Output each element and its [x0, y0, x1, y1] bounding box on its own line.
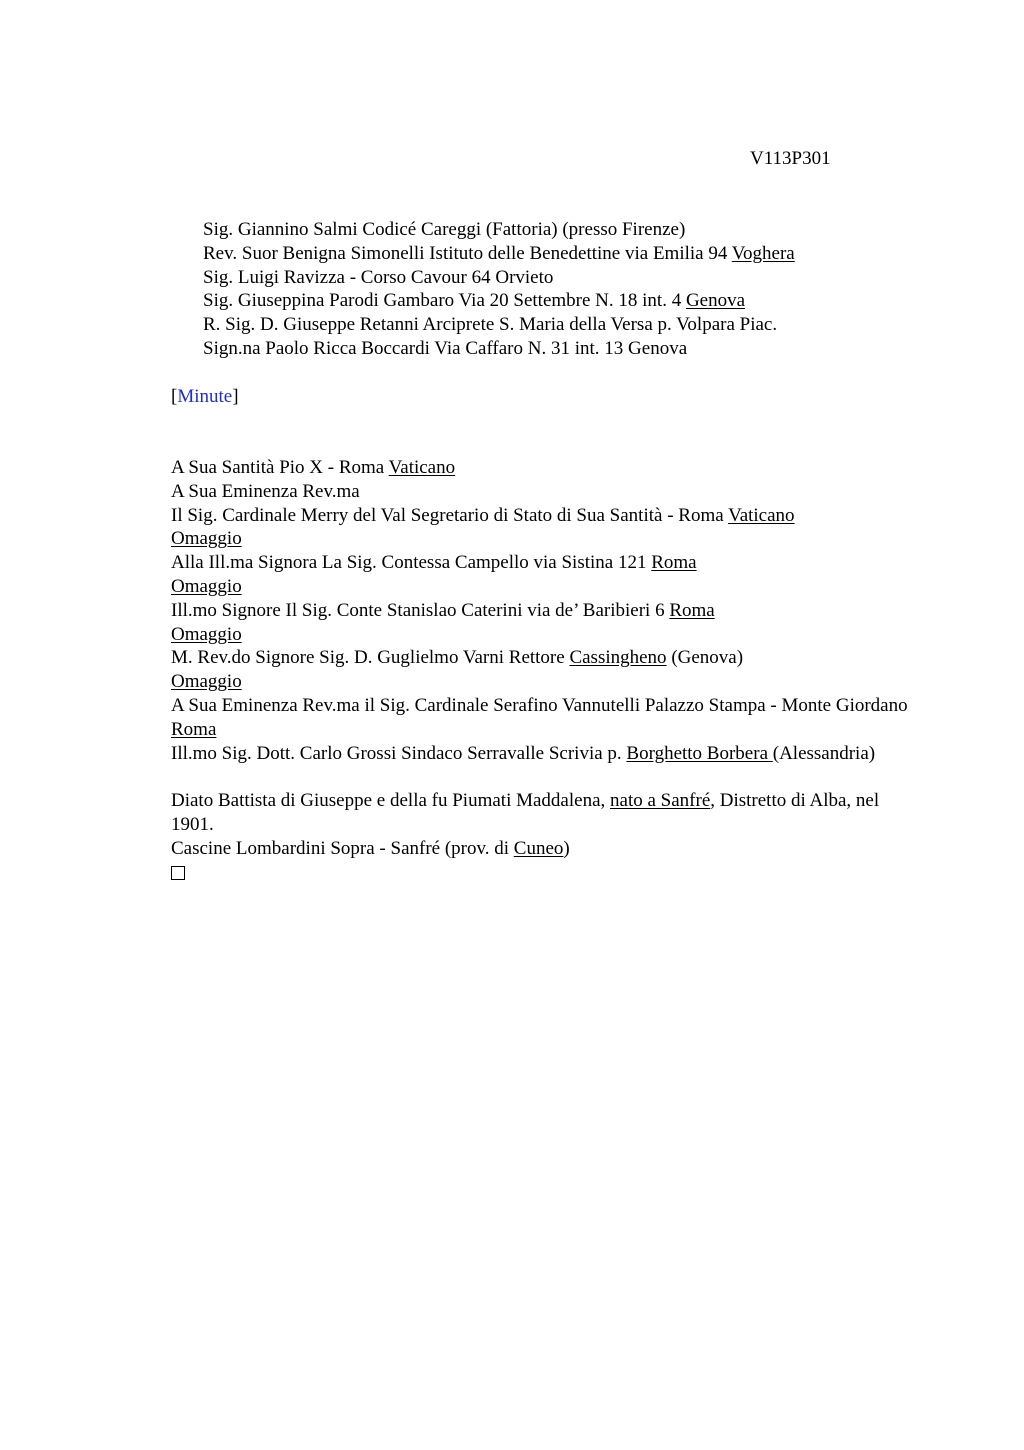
address-list [203, 218, 963, 361]
recipient-line: M. Rev.do Signore Sig. D. Guglielmo Varni Rettore Cassingheno (Genova) [171, 647, 744, 669]
omaggio-label: Omaggio [171, 575, 242, 597]
recipient-line: Ill.mo Sig. Dott. Carlo Grossi Sindaco Serravalle Scrivia p. Borghetto Borbera (Alessandria) [171, 742, 876, 764]
checkbox-icon[interactable] [171, 866, 185, 880]
address-line-1: Sig. Giannino Salmi Codicé Careggi (Fattoria) (presso Firenze) [203, 219, 686, 240]
birth-note: Diato Battista di Giuseppe e della fu Piumati Maddalena, nato a Sanfré, Distretto di Alba, nel 1901. [171, 790, 880, 835]
minute-link[interactable]: Minute [177, 386, 233, 407]
recipient-line: Alla Ill.ma Signora La Sig. Contessa Campello via Sistina 121 Roma [171, 552, 697, 574]
underlined-place: Voghera [731, 242, 795, 264]
minute-heading: [Minute] [171, 386, 239, 407]
omaggio-label: Omaggio [171, 623, 242, 645]
address-line-2: Rev. Suor Benigna Simonelli Istituto delle Benedettine via Emilia 94 Voghera [203, 242, 795, 264]
address-line-6: Sign.na Paolo Ricca Boccardi Via Caffaro N. 31 int. 13 Genova [203, 337, 688, 359]
omaggio-label: Omaggio [171, 528, 242, 550]
omaggio-label: Omaggio [171, 671, 242, 693]
recipient-line: A Sua Eminenza Rev.ma il Sig. Cardinale Serafino Vannutelli Palazzo Stampa - Monte Giordano Roma [171, 694, 908, 740]
underlined-place: Genova [685, 290, 746, 312]
recipient-line: Ill.mo Signore Il Sig. Conte Stanislao Caterini via de’ Baribieri 6 Roma [171, 599, 715, 621]
address-line-5: R. Sig. D. Giuseppe Retanni Arciprete S. Maria della Versa p. Volpara Piac. [203, 314, 778, 336]
recipient-line: A Sua Eminenza Rev.ma [171, 480, 360, 502]
spacer [171, 765, 916, 789]
recipient-list [171, 456, 916, 886]
recipient-line: Il Sig. Cardinale Merry del Val Segretario di Stato di Sua Santità - Roma Vaticano [171, 504, 795, 526]
checkbox-row [171, 861, 916, 887]
recipient-line: A Sua Santità Pio X - Roma Vaticano [171, 457, 456, 478]
residence-note: Cascine Lombardini Sopra - Sanfré (prov. di Cuneo) [171, 837, 570, 859]
address-line-4: Sig. Giuseppina Parodi Gambaro Via 20 Settembre N. 18 int. 4 Genova [203, 290, 746, 312]
page-id: V113P301 [750, 148, 831, 169]
address-line-3: Sig. Luigi Ravizza - Corso Cavour 64 Orvieto [203, 266, 554, 288]
